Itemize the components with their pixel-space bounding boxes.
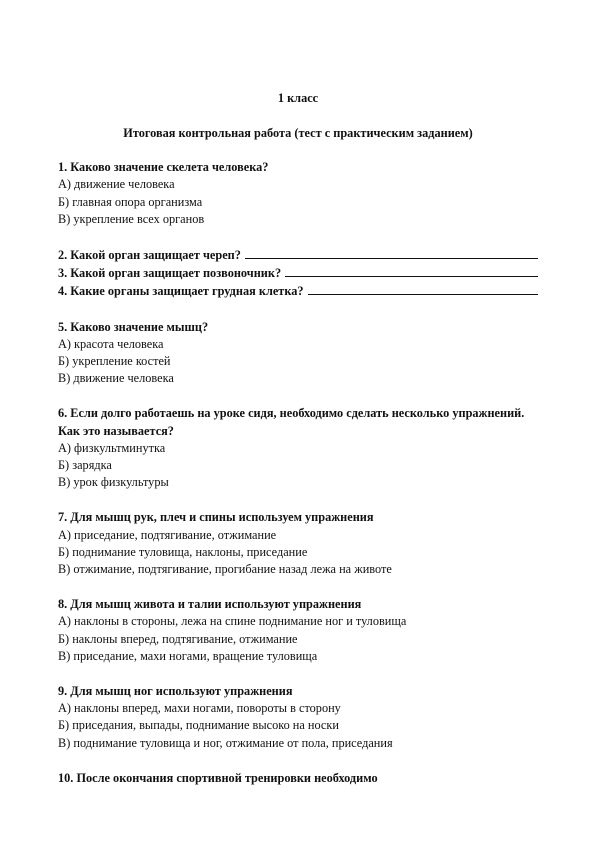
answer-option: Б) наклоны вперед, подтягивание, отжимание (58, 631, 298, 646)
answer-option: Б) зарядка (58, 458, 112, 473)
answer-option: А) движение человека (58, 177, 175, 192)
answer-option: В) поднимание туловища и ног, отжимание от пола, приседания (58, 735, 393, 750)
answer-option: А) красота человека (58, 336, 164, 351)
question-text: 4. Какие органы защищает грудная клетка? (58, 284, 304, 299)
question-text: 7. Для мышц рук, плеч и спины используем упражнения (58, 510, 374, 525)
answer-blank-line[interactable] (285, 264, 538, 277)
question-5 (58, 319, 538, 388)
answer-option: В) движение человека (58, 371, 174, 386)
question-9 (58, 683, 538, 752)
question-text: 10. После окончания спортивной тренировки необходимо (58, 770, 378, 785)
answer-option: В) отжимание, подтягивание, прогибание назад лежа на животе (58, 562, 392, 577)
answer-option: Б) укрепление костей (58, 354, 171, 369)
question-text: 2. Какой орган защищает череп? (58, 248, 241, 263)
answer-option: Б) главная опора организма (58, 194, 203, 209)
answer-option: В) приседание, махи ногами, вращение туловища (58, 648, 318, 663)
answer-option: А) приседание, подтягивание, отжимание (58, 527, 277, 542)
question-text: 1. Каково значение скелета человека? (58, 160, 269, 175)
question-text: 6. Если долго работаешь на уроке сидя, необходимо сделать несколько упражнений. Как это называется? (58, 406, 525, 438)
question-text: 8. Для мышц живота и талии используют упражнения (58, 597, 362, 612)
answer-option: А) наклоны в стороны, лежа на спине поднимание ног и туловища (58, 614, 407, 629)
answer-option: А) наклоны вперед, махи ногами, повороты в сторону (58, 701, 341, 716)
answer-blank-line[interactable] (245, 246, 538, 259)
fill-in-questions (58, 246, 538, 301)
answer-blank-line[interactable] (308, 282, 538, 295)
question-8 (58, 596, 538, 665)
question-2 (58, 246, 538, 264)
answer-option: Б) приседания, выпады, поднимание высоко на носки (58, 718, 339, 733)
question-text: 5. Каково значение мышц? (58, 319, 209, 334)
answer-option: В) урок физкультуры (58, 475, 169, 490)
question-10 (58, 770, 538, 787)
question-4 (58, 282, 538, 300)
grade-heading: 1 класс (277, 91, 319, 105)
worksheet-page (58, 90, 538, 787)
question-text: 3. Какой орган защищает позвоночник? (58, 266, 282, 281)
question-6 (58, 405, 538, 491)
question-text: 9. Для мышц ног используют упражнения (58, 684, 293, 699)
question-1 (58, 159, 538, 228)
answer-option: В) укрепление всех органов (58, 211, 205, 226)
test-title: Итоговая контрольная работа (тест с практическим заданием) (123, 126, 473, 140)
answer-option: Б) поднимание туловища, наклоны, приседание (58, 544, 308, 559)
answer-option: А) физкультминутка (58, 440, 166, 455)
question-7 (58, 509, 538, 578)
question-3 (58, 264, 538, 282)
